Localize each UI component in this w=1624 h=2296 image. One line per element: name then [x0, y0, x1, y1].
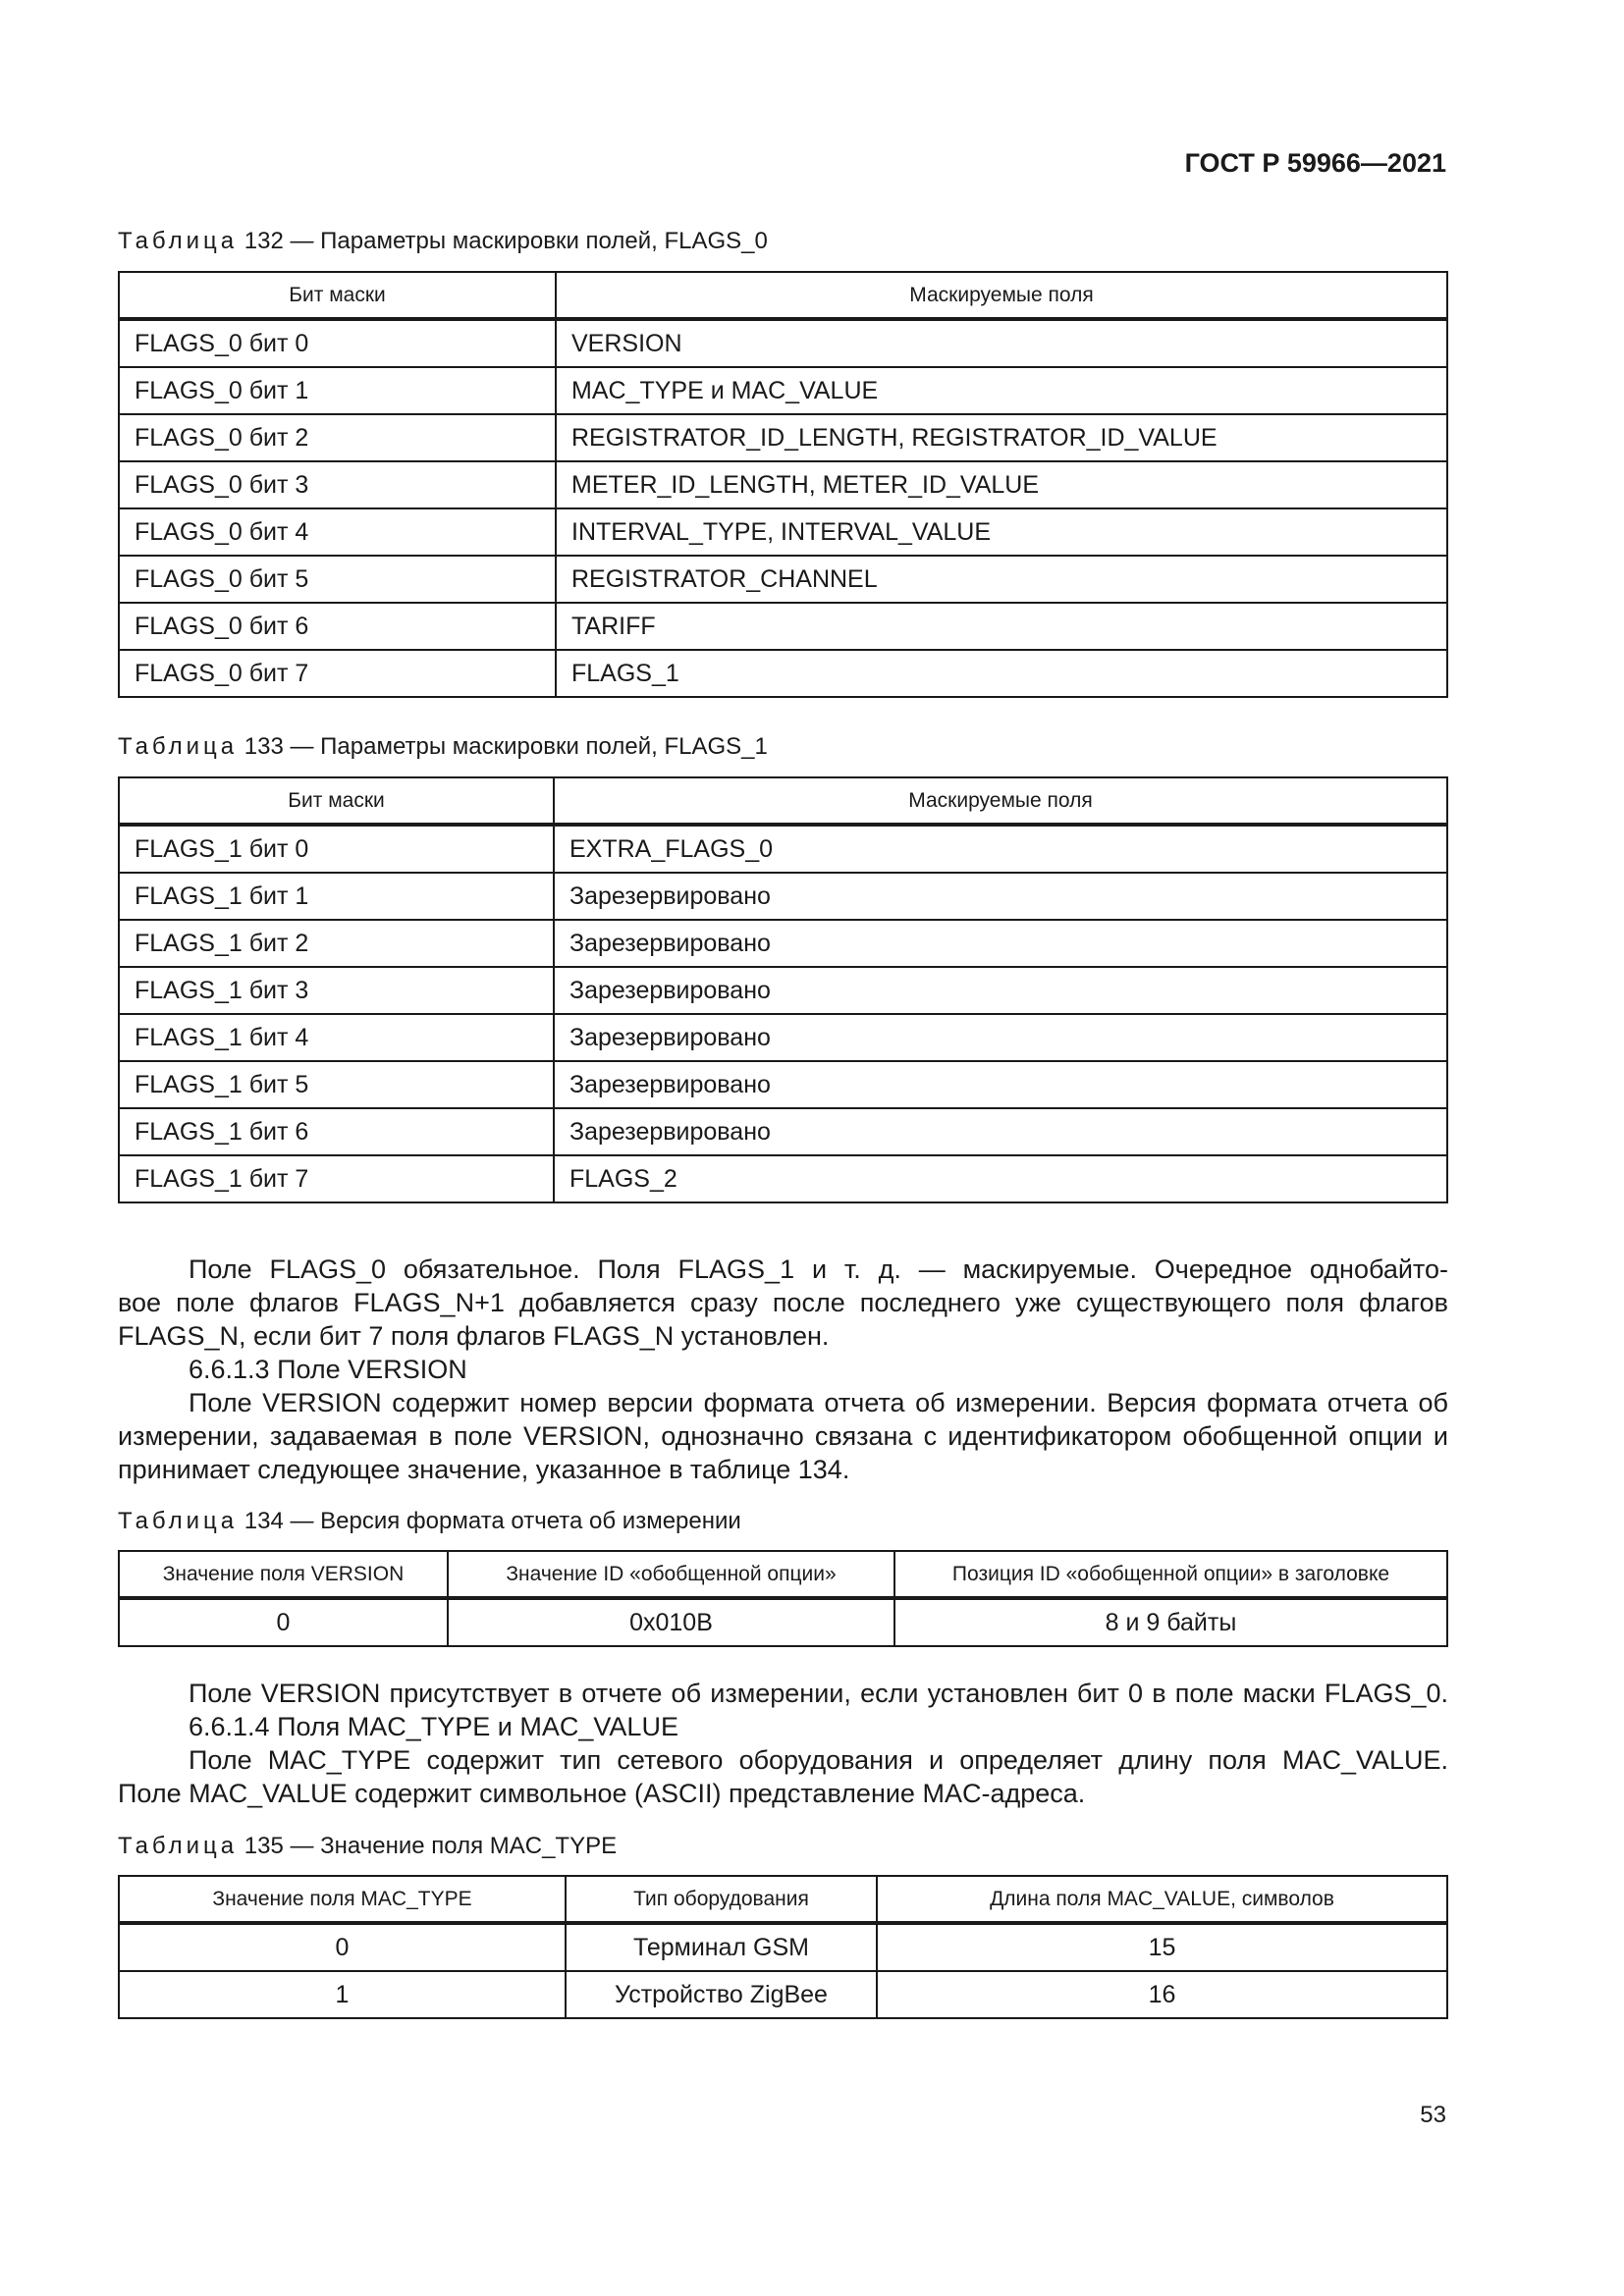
table-132-caption: [118, 228, 768, 255]
paragraph-mac: [118, 1743, 1448, 1810]
paragraph-version: [118, 1386, 1448, 1486]
table-header-row: [119, 272, 1447, 319]
column-header: Маскируемые поля: [554, 777, 1447, 825]
text-line: вое поле флагов FLAGS_N+1 добавляется сразу после последнего уже существующего поля флагов: [118, 1288, 1448, 1317]
table-caption-text: 134 — Версия формата отчета об измерении: [244, 1508, 741, 1534]
table-cell: FLAGS_1: [556, 650, 1447, 697]
table-header-row: [119, 1876, 1447, 1923]
table-cell: Зарезервировано: [554, 873, 1447, 920]
table-cell: FLAGS_1 бит 3: [119, 967, 554, 1014]
column-header: Маскируемые поля: [556, 272, 1447, 319]
table-cell: 0: [119, 1923, 566, 1971]
table-row: [119, 967, 1447, 1014]
table-caption-text: 133 — Параметры маскировки полей, FLAGS_1: [244, 733, 768, 760]
text-line: измерении, задаваемая в поле VERSION, однозначно связана с идентификатором обобщенной опции и: [118, 1421, 1448, 1451]
table-row: [119, 508, 1447, 556]
table-cell: FLAGS_0 бит 0: [119, 319, 556, 367]
table-cell: REGISTRATOR_CHANNEL: [556, 556, 1447, 603]
table-row: [119, 367, 1447, 414]
table-row: [119, 1014, 1447, 1061]
table-cell: FLAGS_0 бит 7: [119, 650, 556, 697]
table-row: [119, 920, 1447, 967]
table-133-caption: [118, 733, 768, 761]
table-cell: Зарезервировано: [554, 1061, 1447, 1108]
table-cell: Зарезервировано: [554, 1014, 1447, 1061]
table-row: [119, 319, 1447, 367]
table-cell: Зарезервировано: [554, 1108, 1447, 1155]
table-cell: 0: [119, 1598, 448, 1646]
table-row: [119, 461, 1447, 508]
column-header: Бит маски: [119, 777, 554, 825]
column-header: Значение ID «обобщенной опции»: [448, 1551, 894, 1598]
table-cell: FLAGS_1 бит 4: [119, 1014, 554, 1061]
table-cell: FLAGS_1 бит 0: [119, 825, 554, 873]
table-row: [119, 1923, 1447, 1971]
document-id-header: ГОСТ Р 59966—2021: [1184, 148, 1446, 178]
table-135-caption: [118, 1833, 617, 1860]
paragraph-flags: [118, 1253, 1448, 1353]
table-caption-word: Таблица: [118, 228, 239, 254]
paragraph-version-presence: [118, 1677, 1448, 1710]
column-header: Тип оборудования: [566, 1876, 877, 1923]
table-cell: 0x010B: [448, 1598, 894, 1646]
table-row: [119, 556, 1447, 603]
table-cell: FLAGS_1 бит 2: [119, 920, 554, 967]
table-cell: FLAGS_0 бит 5: [119, 556, 556, 603]
table-row: [119, 1598, 1447, 1646]
table-caption-text: 135 — Значение поля MAC_TYPE: [244, 1833, 618, 1859]
column-header: Позиция ID «обобщенной опции» в заголовке: [894, 1551, 1447, 1598]
table-cell: Зарезервировано: [554, 920, 1447, 967]
table-135: [118, 1875, 1448, 2019]
table-row: [119, 1155, 1447, 1202]
table-row: [119, 1061, 1447, 1108]
column-header: Значение поля VERSION: [119, 1551, 448, 1598]
table-caption-word: Таблица: [118, 1833, 239, 1859]
table-cell: FLAGS_0 бит 4: [119, 508, 556, 556]
table-header-row: [119, 777, 1447, 825]
table-133: [118, 776, 1448, 1203]
table-134-caption: [118, 1508, 741, 1535]
table-cell: Терминал GSM: [566, 1923, 877, 1971]
table-cell: VERSION: [556, 319, 1447, 367]
page-number: 53: [1420, 2102, 1446, 2128]
table-cell: 15: [877, 1923, 1447, 1971]
table-cell: FLAGS_2: [554, 1155, 1447, 1202]
table-134: [118, 1550, 1448, 1647]
table-cell: FLAGS_1 бит 5: [119, 1061, 554, 1108]
text-line: Поле VERSION присутствует в отчете об измерении, если установлен бит 0 в поле маски FLAGS_0.: [189, 1679, 1448, 1708]
table-cell: 8 и 9 байты: [894, 1598, 1447, 1646]
table-cell: Устройство ZigBee: [566, 1971, 877, 2018]
table-cell: FLAGS_1 бит 6: [119, 1108, 554, 1155]
table-cell: MAC_TYPE и MAC_VALUE: [556, 367, 1447, 414]
table-cell: EXTRA_FLAGS_0: [554, 825, 1447, 873]
text-line: Поле FLAGS_0 обязательное. Поля FLAGS_1 и т. д. — маскируемые. Очередное однобайто-: [189, 1255, 1448, 1284]
text-line: Поле MAC_TYPE содержит тип сетевого оборудования и определяет длину поля MAC_VALUE.: [189, 1745, 1448, 1775]
table-row: [119, 1108, 1447, 1155]
column-header: Значение поля MAC_TYPE: [119, 1876, 566, 1923]
column-header: Длина поля MAC_VALUE, символов: [877, 1876, 1447, 1923]
table-caption-word: Таблица: [118, 1508, 239, 1534]
table-caption-word: Таблица: [118, 733, 239, 760]
table-row: [119, 650, 1447, 697]
table-cell: FLAGS_0 бит 2: [119, 414, 556, 461]
table-row: [119, 873, 1447, 920]
table-caption-text: 132 — Параметры маскировки полей, FLAGS_0: [244, 228, 768, 254]
text-line: принимает следующее значение, указанное в таблице 134.: [118, 1455, 850, 1484]
table-header-row: [119, 1551, 1447, 1598]
table-cell: FLAGS_0 бит 3: [119, 461, 556, 508]
table-row: [119, 1971, 1447, 2018]
table-cell: Зарезервировано: [554, 967, 1447, 1014]
table-cell: TARIFF: [556, 603, 1447, 650]
section-heading-mac: 6.6.1.4 Поля MAC_TYPE и MAC_VALUE: [189, 1712, 678, 1741]
column-header: Бит маски: [119, 272, 556, 319]
table-cell: FLAGS_0 бит 1: [119, 367, 556, 414]
table-cell: 16: [877, 1971, 1447, 2018]
table-cell: 1: [119, 1971, 566, 2018]
table-cell: REGISTRATOR_ID_LENGTH, REGISTRATOR_ID_VALUE: [556, 414, 1447, 461]
text-line: Поле MAC_VALUE содержит символьное (ASCII) представление MAC-адреса.: [118, 1779, 1086, 1808]
table-row: [119, 414, 1447, 461]
table-row: [119, 825, 1447, 873]
table-cell: FLAGS_1 бит 1: [119, 873, 554, 920]
table-132: [118, 271, 1448, 698]
table-cell: METER_ID_LENGTH, METER_ID_VALUE: [556, 461, 1447, 508]
text-line: Поле VERSION содержит номер версии формата отчета об измерении. Версия формата отчета об: [189, 1388, 1448, 1417]
table-cell: INTERVAL_TYPE, INTERVAL_VALUE: [556, 508, 1447, 556]
text-line: FLAGS_N, если бит 7 поля флагов FLAGS_N установлен.: [118, 1321, 830, 1351]
table-cell: FLAGS_0 бит 6: [119, 603, 556, 650]
table-row: [119, 603, 1447, 650]
table-cell: FLAGS_1 бит 7: [119, 1155, 554, 1202]
section-heading-version: 6.6.1.3 Поле VERSION: [189, 1355, 467, 1384]
